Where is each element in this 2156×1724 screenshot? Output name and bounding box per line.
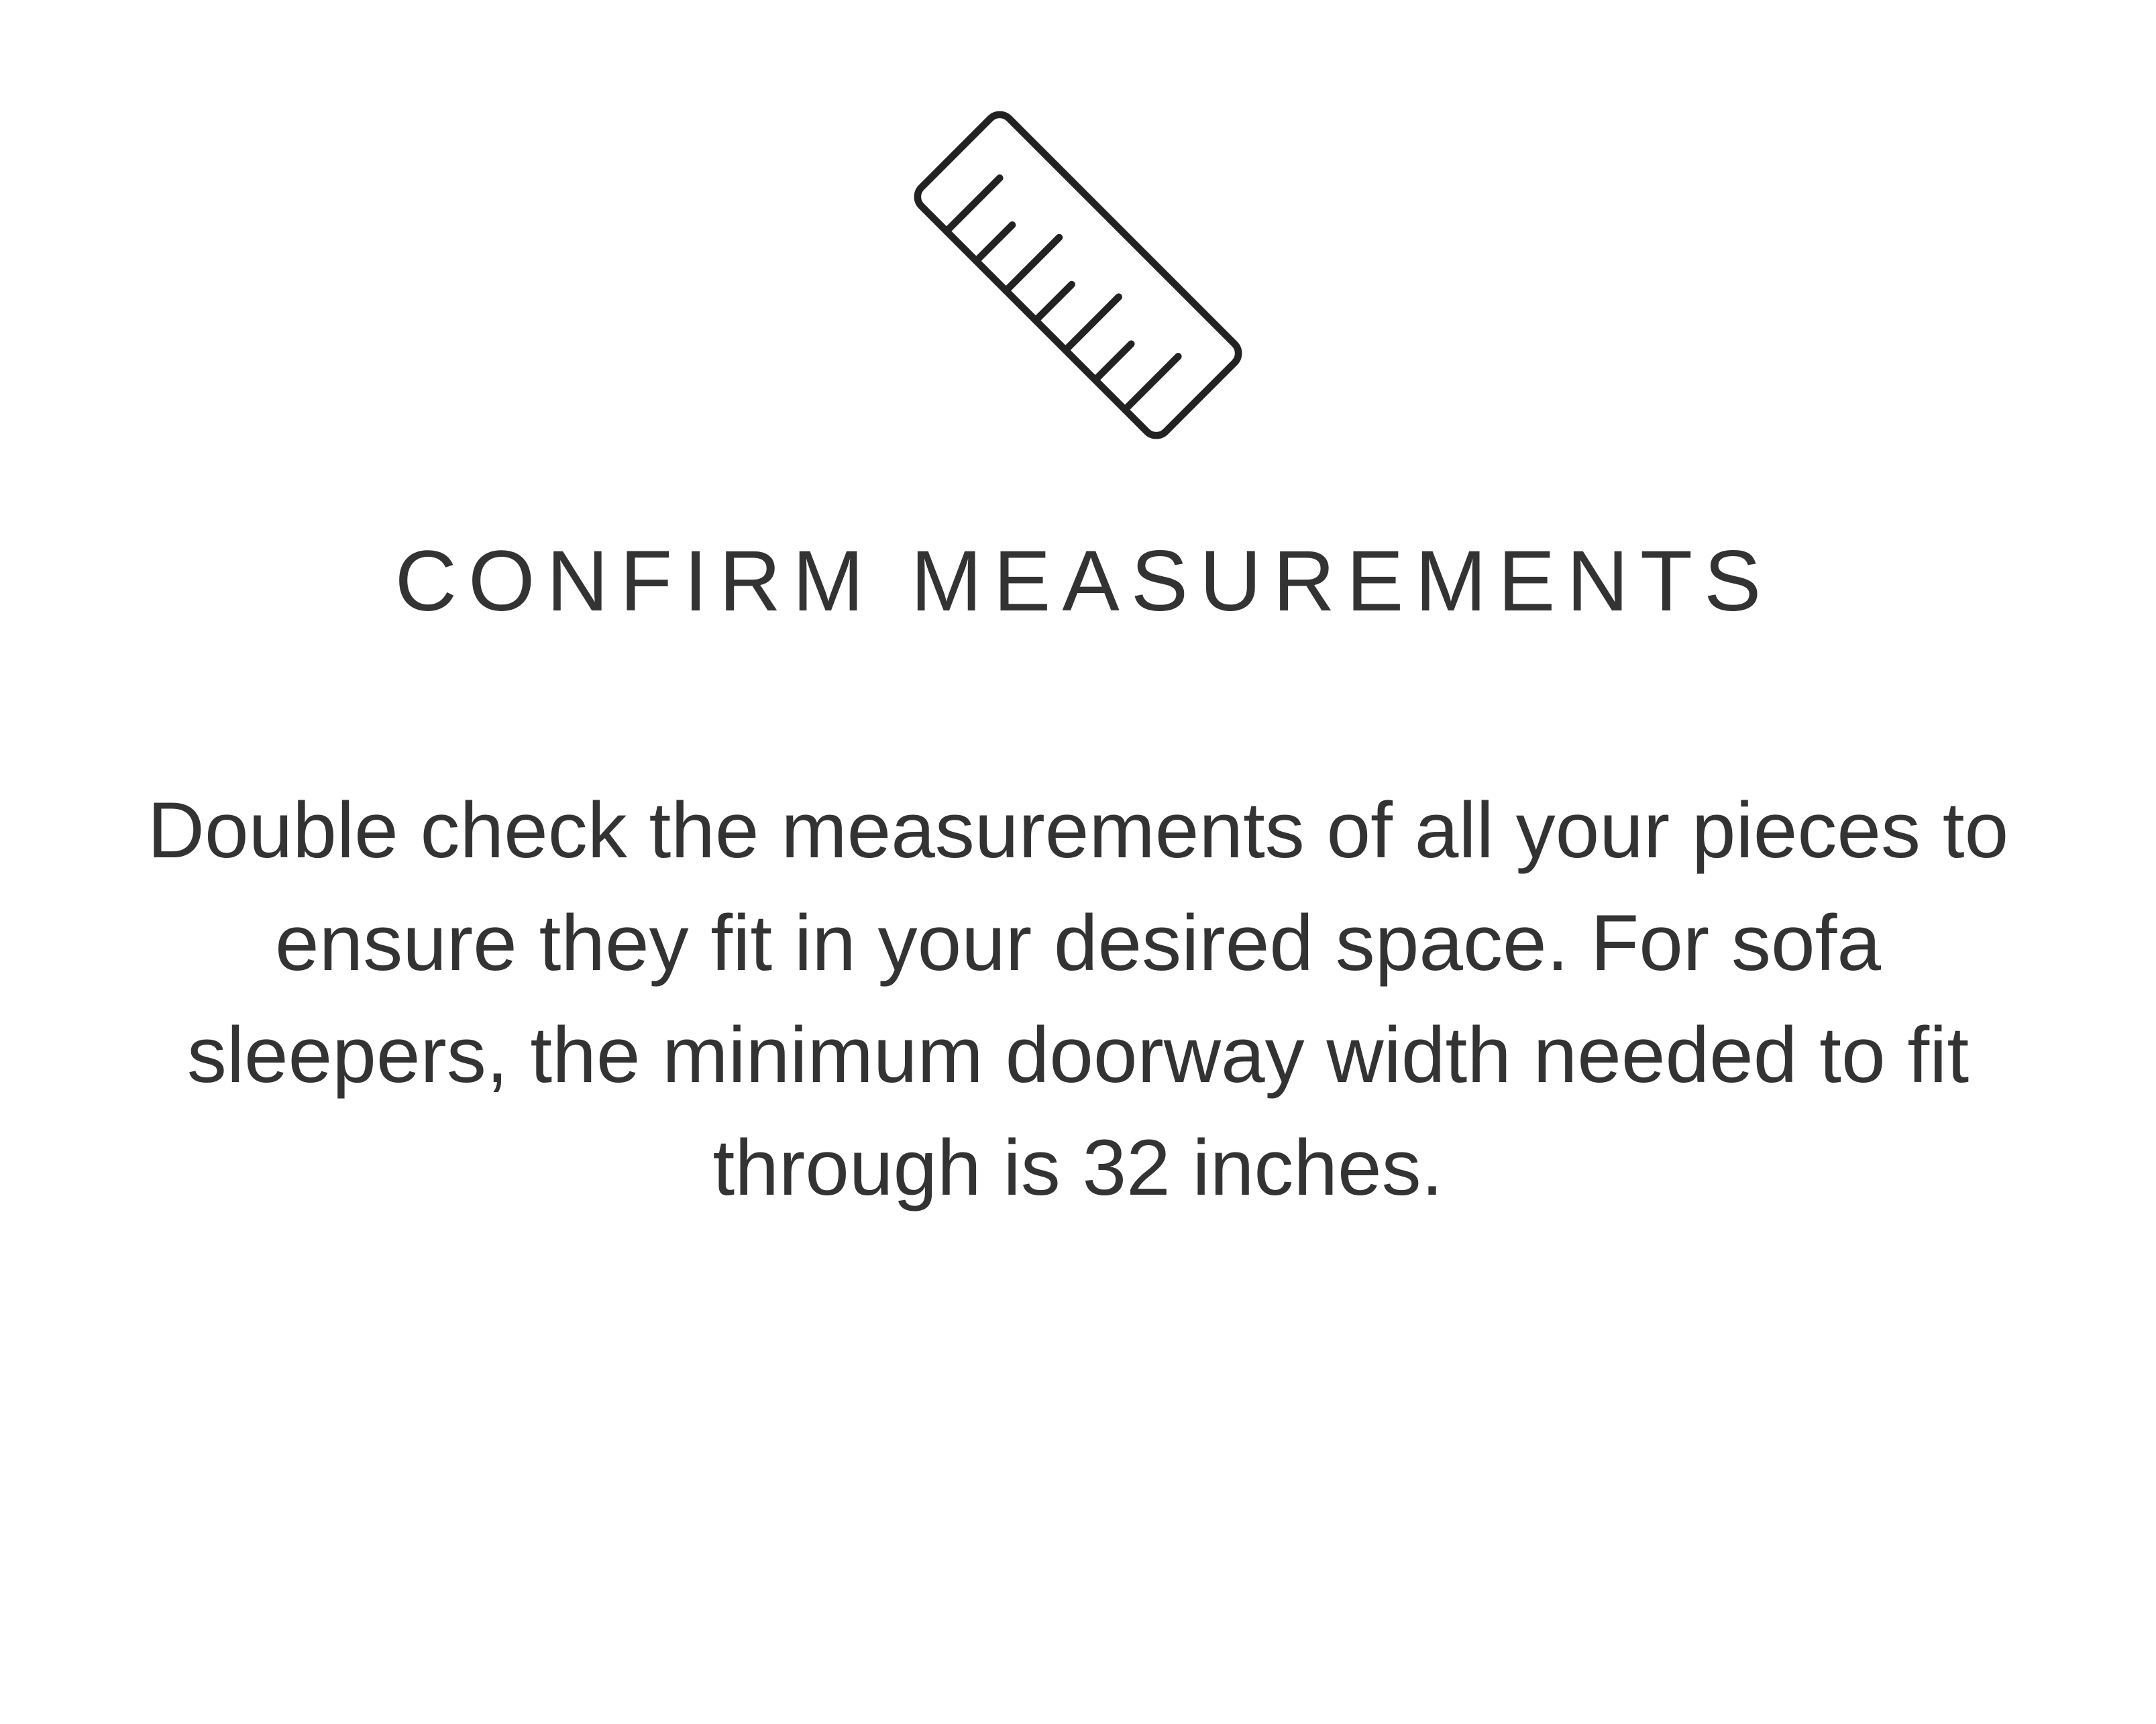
page-title: CONFIRM MEASUREMENTS: [394, 533, 1773, 629]
ruler-icon: [843, 40, 1313, 510]
description-text: Double check the measurements of all your pieces to ensure they fit in your desired space. For sofa sleepers, the minimum doorway width needed to fit through is 32 inches.: [147, 786, 2009, 1212]
